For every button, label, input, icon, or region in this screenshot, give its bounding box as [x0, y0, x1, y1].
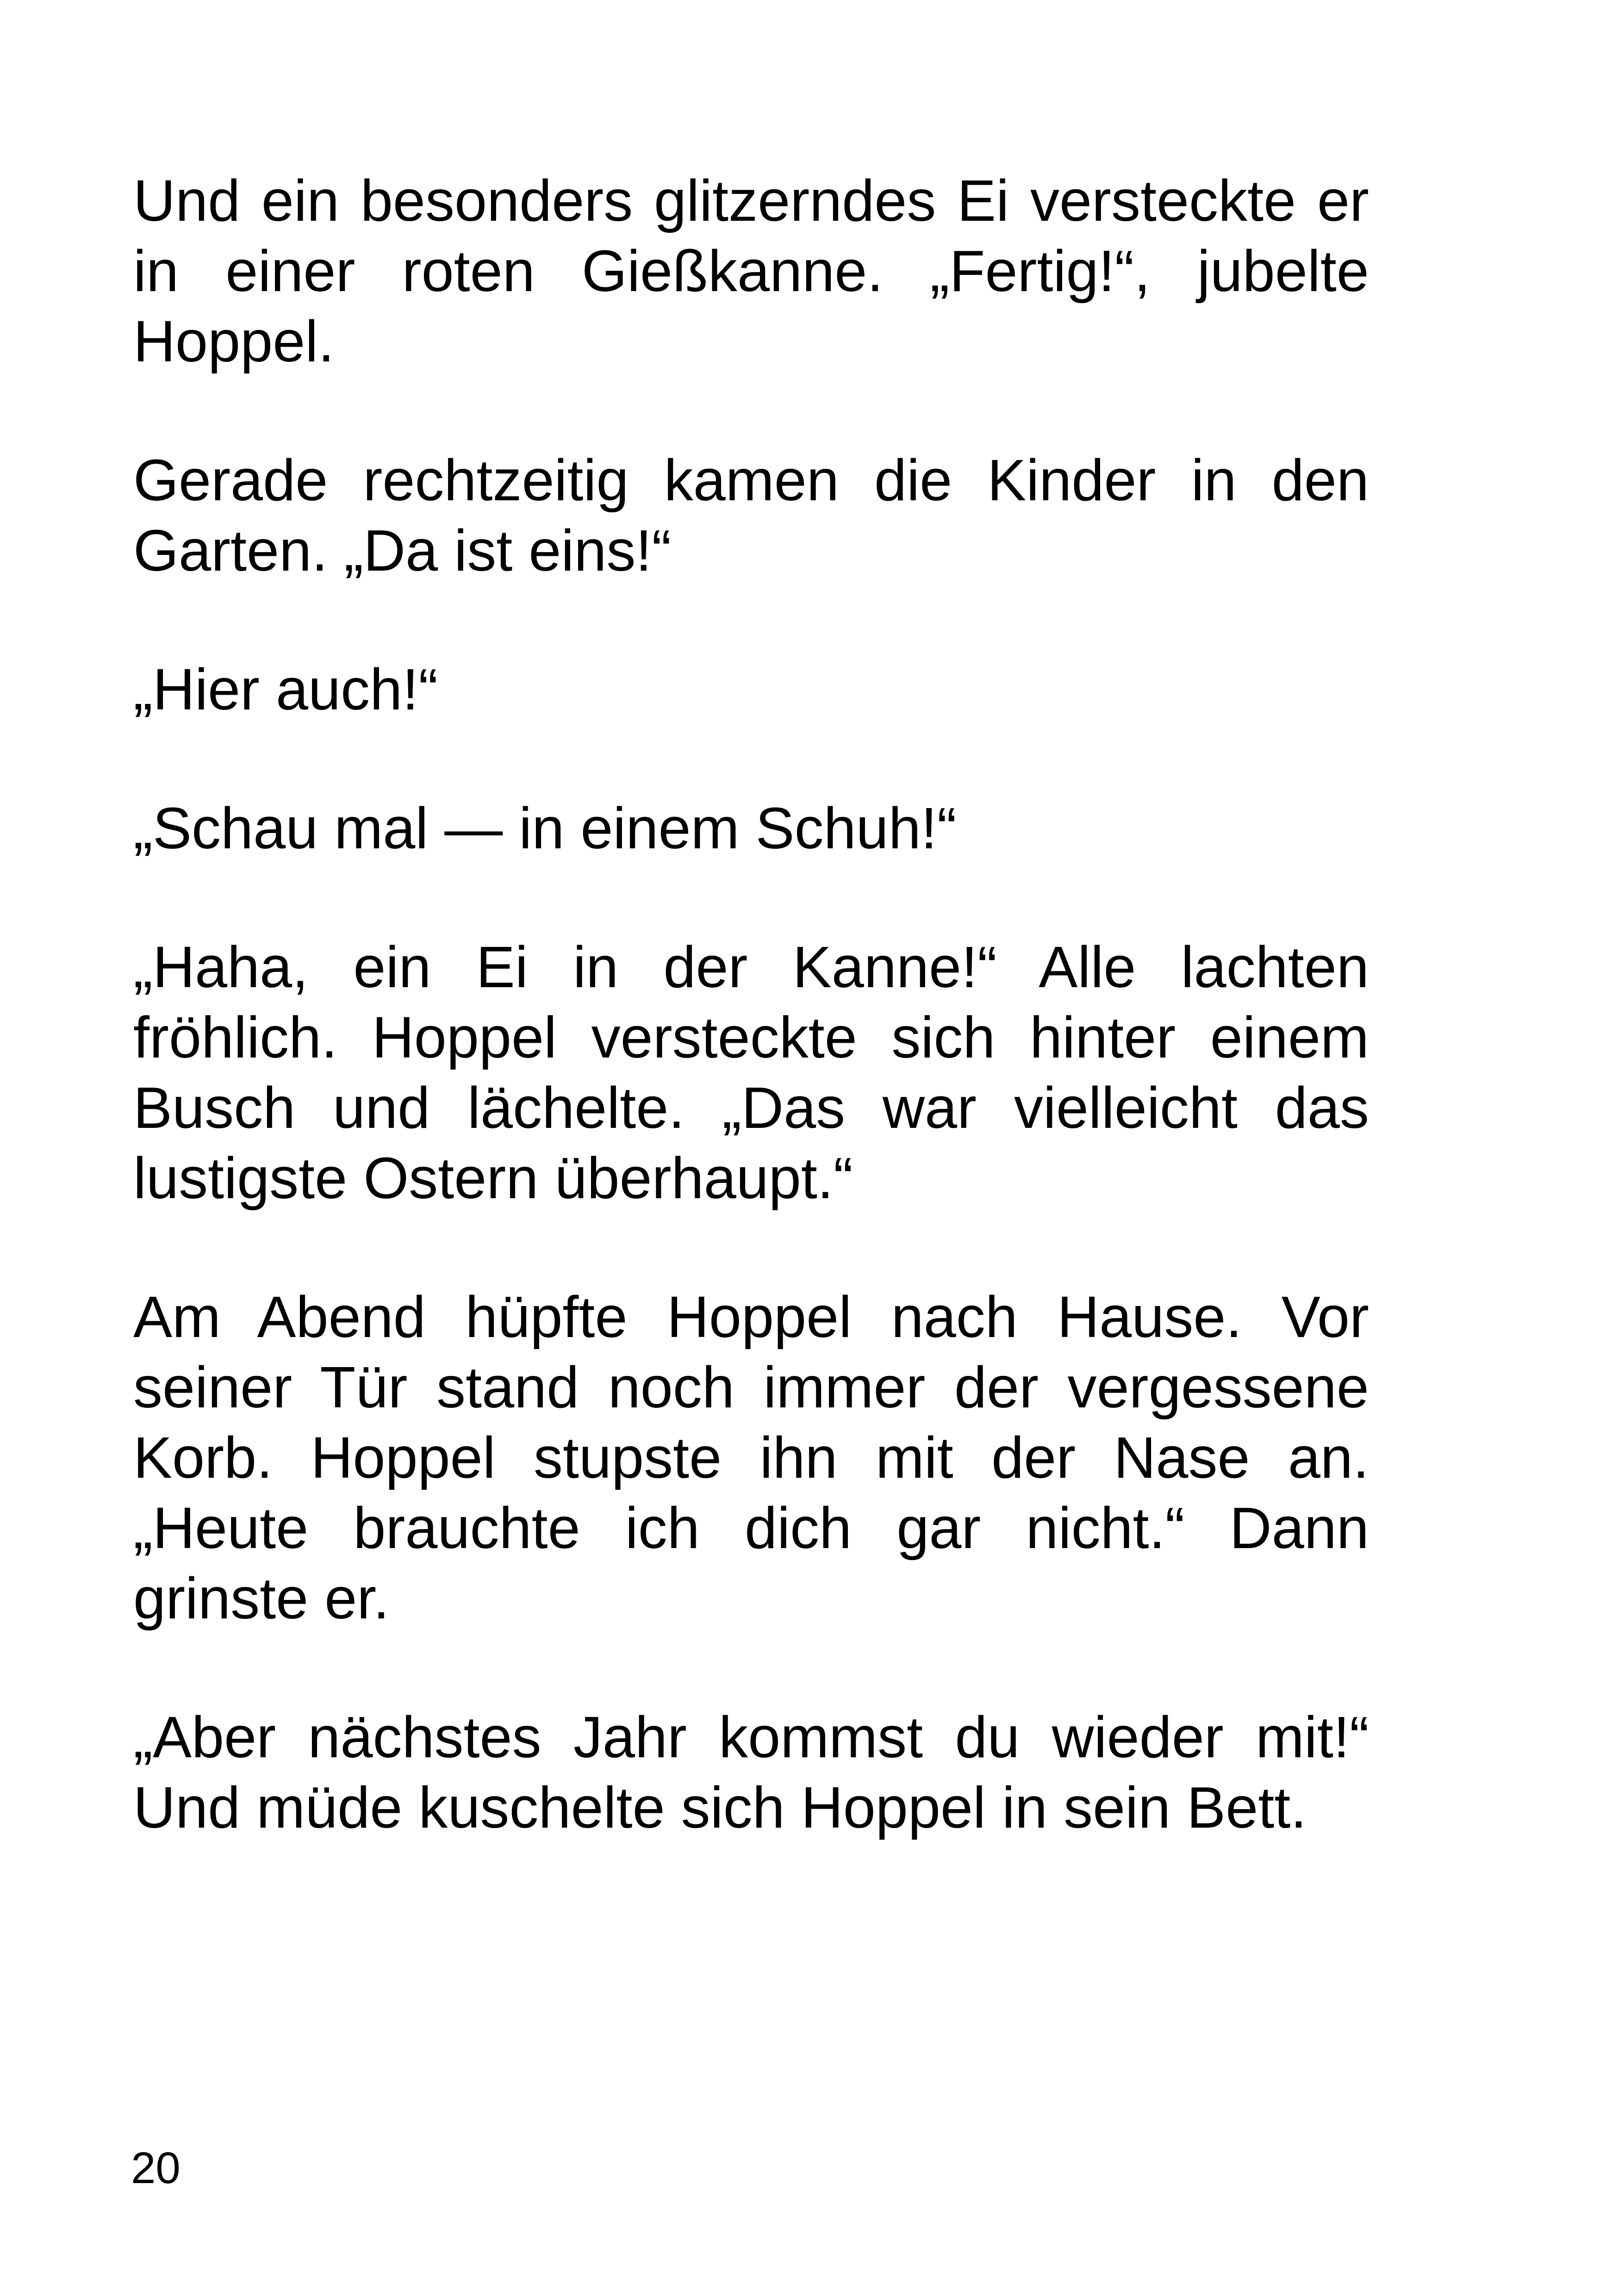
- paragraph-5: „Haha, ein Ei in der Kanne!“ Alle lachten fröhlich. Hoppel versteckte sich hinter einem Busch und lächelte. „Das war vielleicht das lustigste Ostern überhaupt.“: [133, 934, 1369, 1211]
- paragraph-4: „Schau mal — in einem Schuh!“: [133, 796, 957, 861]
- paragraph-1: Und ein besonders glitzerndes Ei versteckte er in einer roten Gießkanne. „Fertig!“, jubelte Hoppel.: [133, 168, 1369, 374]
- paragraph-2: Gerade rechtzeitig kamen die Kinder in den Garten. „Da ist eins!“: [133, 448, 1369, 583]
- paragraph-3: „Hier auch!“: [133, 657, 438, 722]
- paragraph-7: „Aber nächstes Jahr kommst du wieder mit!“ Und müde kuschelte sich Hoppel in sein Bett.: [133, 1705, 1369, 1840]
- story-text: [133, 166, 1369, 1911]
- paragraph-6: Am Abend hüpfte Hoppel nach Hause. Vor seiner Tür stand noch immer der vergessene Korb. Hoppel stupste ihn mit der Nase an. „Heute brauchte ich dich gar nicht.“ Dann grinste er.: [133, 1284, 1369, 1631]
- page-number: 20: [131, 2143, 180, 2193]
